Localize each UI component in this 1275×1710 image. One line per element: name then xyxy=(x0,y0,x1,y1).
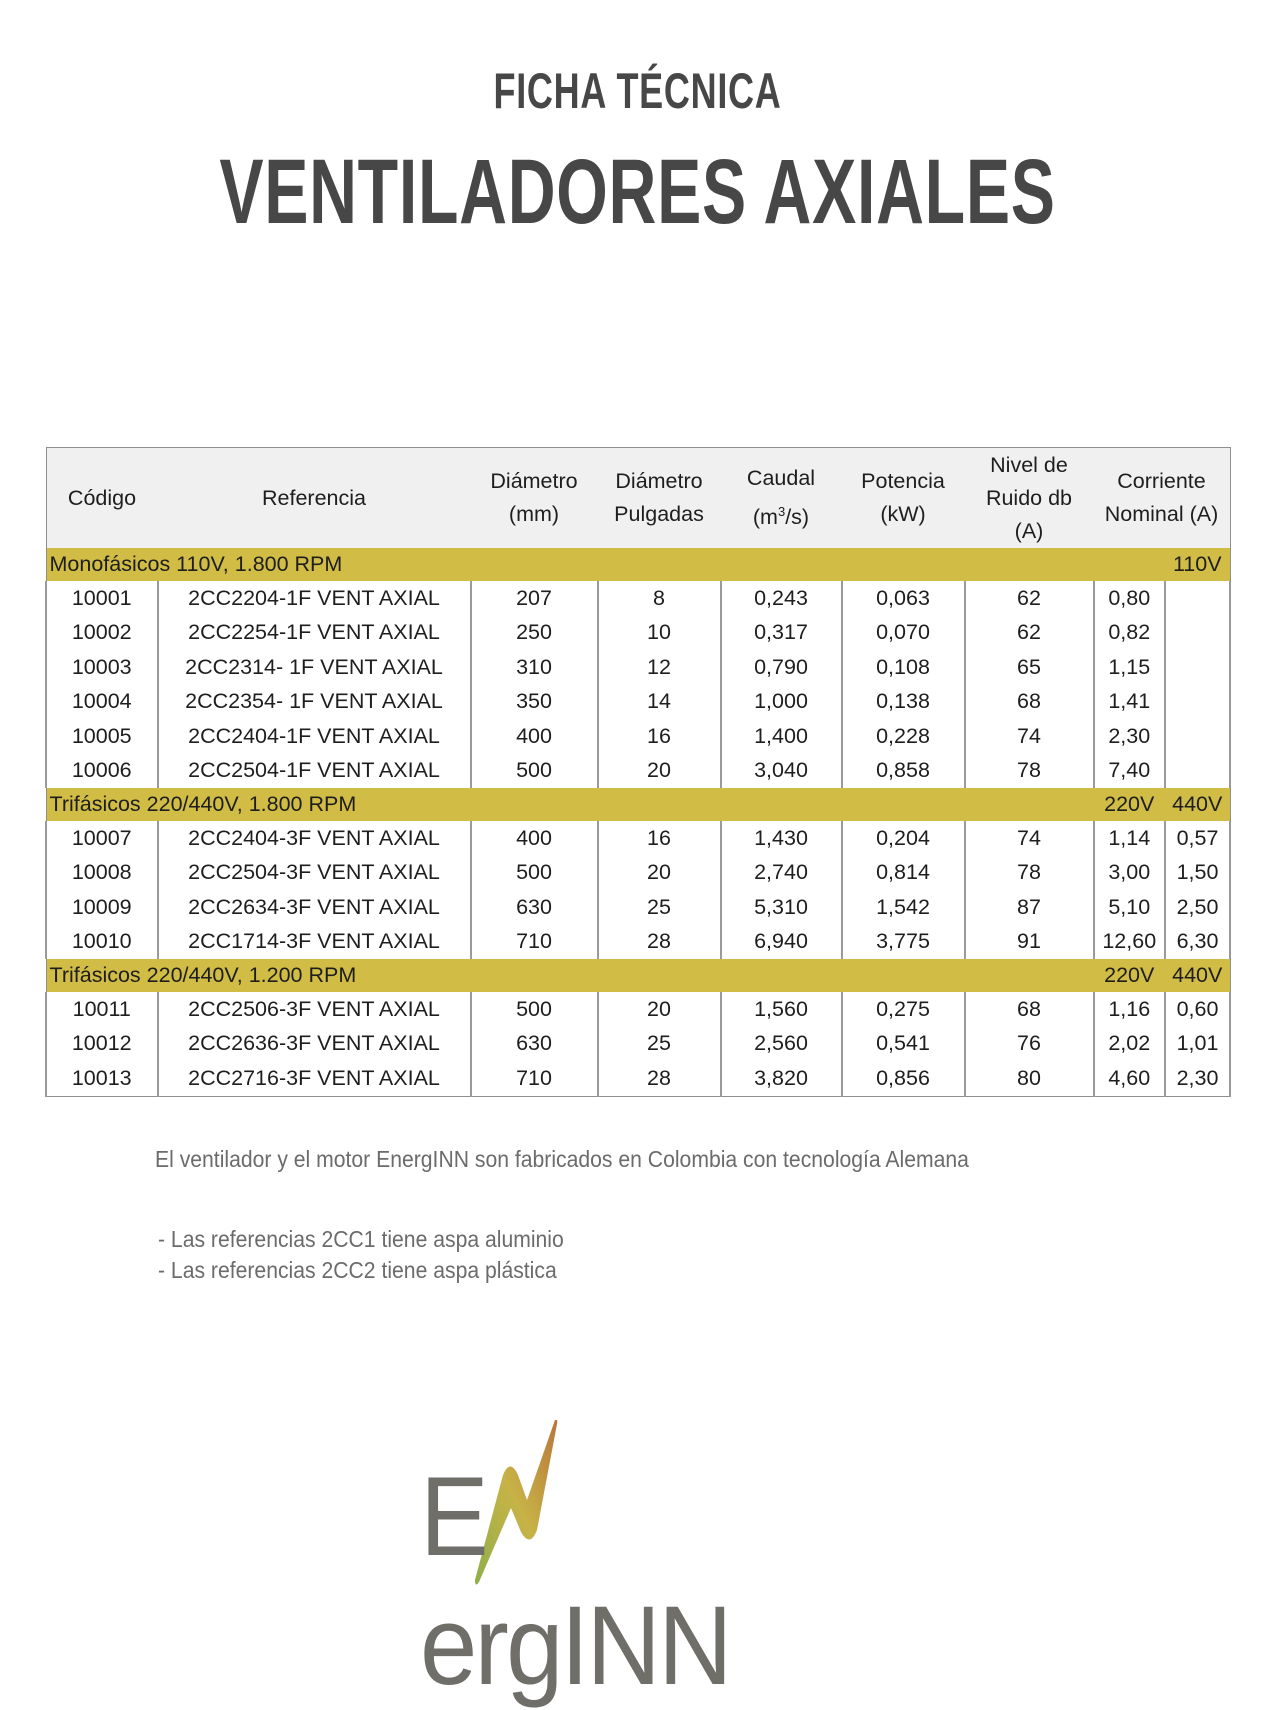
cell-corriente-1: 5,10 xyxy=(1094,890,1166,925)
group-voltage-1: 220V xyxy=(1094,788,1166,821)
group-label: Monofásicos 110V, 1.800 RPM xyxy=(46,548,1094,581)
cell-referencia: 2CC2636-3F VENT AXIAL xyxy=(158,1027,471,1062)
cell-corriente-1: 1,16 xyxy=(1094,992,1166,1027)
table-row xyxy=(46,1061,1230,1096)
cell-diametro-pulgadas: 16 xyxy=(598,719,721,754)
table-row xyxy=(46,1027,1230,1062)
header-nivel-ruido: Nivel de Ruido db (A) xyxy=(965,448,1094,549)
cell-codigo: 10013 xyxy=(46,1061,158,1096)
cell-potencia: 0,138 xyxy=(842,685,965,720)
cell-diametro-mm: 500 xyxy=(471,754,598,789)
cell-nivel-ruido: 62 xyxy=(965,616,1094,651)
cell-diametro-mm: 207 xyxy=(471,581,598,616)
note-bullet-aluminio: - Las referencias 2CC1 tiene aspa aluminio xyxy=(158,1226,564,1252)
cell-diametro-mm: 310 xyxy=(471,650,598,685)
cell-potencia: 0,856 xyxy=(842,1061,965,1096)
cell-codigo: 10008 xyxy=(46,856,158,891)
cell-referencia: 2CC2254-1F VENT AXIAL xyxy=(158,616,471,651)
cell-diametro-mm: 350 xyxy=(471,685,598,720)
cell-codigo: 10012 xyxy=(46,1027,158,1062)
cell-potencia: 0,070 xyxy=(842,616,965,651)
cell-corriente-1: 1,41 xyxy=(1094,685,1166,720)
cell-diametro-pulgadas: 25 xyxy=(598,1027,721,1062)
cell-corriente-2: 1,50 xyxy=(1165,856,1230,891)
cell-codigo: 10001 xyxy=(46,581,158,616)
cell-potencia: 0,858 xyxy=(842,754,965,789)
cell-diametro-pulgadas: 25 xyxy=(598,890,721,925)
group-voltage-2: 440V xyxy=(1165,788,1230,821)
cell-corriente-1: 0,80 xyxy=(1094,581,1166,616)
table-row xyxy=(46,754,1230,789)
cell-caudal: 1,400 xyxy=(721,719,842,754)
cell-corriente-1: 1,15 xyxy=(1094,650,1166,685)
cell-nivel-ruido: 80 xyxy=(965,1061,1094,1096)
cell-diametro-pulgadas: 16 xyxy=(598,821,721,856)
cell-potencia: 0,228 xyxy=(842,719,965,754)
cell-potencia: 0,063 xyxy=(842,581,965,616)
cell-corriente-2 xyxy=(1165,754,1230,789)
cell-referencia: 2CC2354- 1F VENT AXIAL xyxy=(158,685,471,720)
cell-diametro-mm: 710 xyxy=(471,1061,598,1096)
cell-corriente-1: 2,02 xyxy=(1094,1027,1166,1062)
cell-potencia: 0,541 xyxy=(842,1027,965,1062)
cell-potencia: 1,542 xyxy=(842,890,965,925)
group-voltage-1: 220V xyxy=(1094,959,1166,992)
cell-diametro-mm: 710 xyxy=(471,925,598,960)
energinn-logo xyxy=(420,1420,860,1708)
header-diametro-mm: Diámetro (mm) xyxy=(471,448,598,549)
table-row xyxy=(46,925,1230,960)
table-header-row xyxy=(46,448,1230,549)
table-row xyxy=(46,856,1230,891)
cell-nivel-ruido: 87 xyxy=(965,890,1094,925)
cell-caudal: 6,940 xyxy=(721,925,842,960)
group-voltage-1 xyxy=(1094,548,1166,581)
cell-nivel-ruido: 76 xyxy=(965,1027,1094,1062)
cell-referencia: 2CC2404-1F VENT AXIAL xyxy=(158,719,471,754)
cell-nivel-ruido: 68 xyxy=(965,685,1094,720)
table-row xyxy=(46,821,1230,856)
cell-diametro-pulgadas: 20 xyxy=(598,992,721,1027)
cell-caudal: 2,560 xyxy=(721,1027,842,1062)
group-header-row xyxy=(46,959,1230,992)
table-row xyxy=(46,992,1230,1027)
cell-corriente-2: 2,30 xyxy=(1165,1061,1230,1096)
header-referencia: Referencia xyxy=(158,448,471,549)
cell-diametro-mm: 630 xyxy=(471,1027,598,1062)
cell-caudal: 3,820 xyxy=(721,1061,842,1096)
cell-diametro-pulgadas: 8 xyxy=(598,581,721,616)
note-bullet-plastica: - Las referencias 2CC2 tiene aspa plástica xyxy=(158,1257,557,1283)
cell-diametro-pulgadas: 20 xyxy=(598,754,721,789)
cell-codigo: 10011 xyxy=(46,992,158,1027)
cell-caudal: 0,790 xyxy=(721,650,842,685)
cell-codigo: 10006 xyxy=(46,754,158,789)
cell-corriente-2: 0,60 xyxy=(1165,992,1230,1027)
cell-codigo: 10003 xyxy=(46,650,158,685)
cell-nivel-ruido: 74 xyxy=(965,719,1094,754)
cell-corriente-1: 4,60 xyxy=(1094,1061,1166,1096)
cell-nivel-ruido: 65 xyxy=(965,650,1094,685)
cell-referencia: 2CC2504-3F VENT AXIAL xyxy=(158,856,471,891)
table-row xyxy=(46,616,1230,651)
cell-diametro-pulgadas: 10 xyxy=(598,616,721,651)
cell-diametro-pulgadas: 28 xyxy=(598,925,721,960)
group-header-row xyxy=(46,548,1230,581)
cell-caudal: 5,310 xyxy=(721,890,842,925)
cell-referencia: 2CC2204-1F VENT AXIAL xyxy=(158,581,471,616)
header-caudal: Caudal $(m^3/s)$ xyxy=(721,448,842,549)
cell-caudal: 2,740 xyxy=(721,856,842,891)
cell-codigo: 10009 xyxy=(46,890,158,925)
cell-referencia: 2CC2634-3F VENT AXIAL xyxy=(158,890,471,925)
cell-nivel-ruido: 74 xyxy=(965,821,1094,856)
cell-nivel-ruido: 62 xyxy=(965,581,1094,616)
cell-diametro-mm: 400 xyxy=(471,821,598,856)
cell-diametro-mm: 500 xyxy=(471,992,598,1027)
group-voltage-2: 110V xyxy=(1165,548,1230,581)
cell-corriente-2: 0,57 xyxy=(1165,821,1230,856)
cell-caudal: 1,430 xyxy=(721,821,842,856)
group-header-row xyxy=(46,788,1230,821)
cell-potencia: 3,775 xyxy=(842,925,965,960)
spec-table xyxy=(45,447,1231,1097)
cell-potencia: 0,275 xyxy=(842,992,965,1027)
cell-referencia: 2CC2504-1F VENT AXIAL xyxy=(158,754,471,789)
cell-diametro-mm: 400 xyxy=(471,719,598,754)
manufacturing-note: El ventilador y el motor EnergINN son fabricados en Colombia con tecnología Alemana xyxy=(155,1146,969,1172)
cell-referencia: 2CC2506-3F VENT AXIAL xyxy=(158,992,471,1027)
header-potencia: Potencia (kW) xyxy=(842,448,965,549)
cell-diametro-mm: 500 xyxy=(471,856,598,891)
table-row xyxy=(46,650,1230,685)
cell-caudal: 1,560 xyxy=(721,992,842,1027)
cell-diametro-pulgadas: 12 xyxy=(598,650,721,685)
table-row xyxy=(46,719,1230,754)
cell-codigo: 10010 xyxy=(46,925,158,960)
cell-potencia: 0,108 xyxy=(842,650,965,685)
cell-diametro-mm: 250 xyxy=(471,616,598,651)
cell-corriente-2: 6,30 xyxy=(1165,925,1230,960)
cell-nivel-ruido: 78 xyxy=(965,754,1094,789)
cell-caudal: 0,317 xyxy=(721,616,842,651)
cell-corriente-2: 1,01 xyxy=(1165,1027,1230,1062)
logo-text: EergINN xyxy=(420,1454,730,1708)
cell-nivel-ruido: 78 xyxy=(965,856,1094,891)
cell-caudal: 3,040 xyxy=(721,754,842,789)
cell-corriente-1: 3,00 xyxy=(1094,856,1166,891)
cell-potencia: 0,814 xyxy=(842,856,965,891)
cell-corriente-1: 2,30 xyxy=(1094,719,1166,754)
cell-diametro-pulgadas: 28 xyxy=(598,1061,721,1096)
cell-corriente-2: 2,50 xyxy=(1165,890,1230,925)
group-voltage-2: 440V xyxy=(1165,959,1230,992)
header-codigo: Código xyxy=(46,448,158,549)
cell-codigo: 10002 xyxy=(46,616,158,651)
cell-corriente-2 xyxy=(1165,650,1230,685)
cell-codigo: 10007 xyxy=(46,821,158,856)
cell-corriente-2 xyxy=(1165,719,1230,754)
cell-corriente-1: 1,14 xyxy=(1094,821,1166,856)
cell-caudal: 0,243 xyxy=(721,581,842,616)
cell-corriente-2 xyxy=(1165,616,1230,651)
group-label: Trifásicos 220/440V, 1.200 RPM xyxy=(46,959,1094,992)
cell-potencia: 0,204 xyxy=(842,821,965,856)
table-row xyxy=(46,581,1230,616)
cell-caudal: 1,000 xyxy=(721,685,842,720)
table-row xyxy=(46,685,1230,720)
cell-nivel-ruido: 91 xyxy=(965,925,1094,960)
cell-corriente-2 xyxy=(1165,581,1230,616)
cell-corriente-1: 7,40 xyxy=(1094,754,1166,789)
cell-diametro-mm: 630 xyxy=(471,890,598,925)
cell-corriente-1: 12,60 xyxy=(1094,925,1166,960)
cell-referencia: 2CC2716-3F VENT AXIAL xyxy=(158,1061,471,1096)
cell-corriente-2 xyxy=(1165,685,1230,720)
header-diametro-pulgadas: Diámetro Pulgadas xyxy=(598,448,721,549)
cell-diametro-pulgadas: 20 xyxy=(598,856,721,891)
document-title: VENTILADORES AXIALES xyxy=(219,141,1056,243)
header-corriente-nominal: Corriente Nominal (A) xyxy=(1094,448,1231,549)
cell-codigo: 10005 xyxy=(46,719,158,754)
cell-referencia: 2CC1714-3F VENT AXIAL xyxy=(158,925,471,960)
document-subtitle: FICHA TÉCNICA xyxy=(493,63,782,119)
group-label: Trifásicos 220/440V, 1.800 RPM xyxy=(46,788,1094,821)
cell-corriente-1: 0,82 xyxy=(1094,616,1166,651)
cell-nivel-ruido: 68 xyxy=(965,992,1094,1027)
cell-codigo: 10004 xyxy=(46,685,158,720)
cell-referencia: 2CC2314- 1F VENT AXIAL xyxy=(158,650,471,685)
cell-referencia: 2CC2404-3F VENT AXIAL xyxy=(158,821,471,856)
table-row xyxy=(46,890,1230,925)
cell-diametro-pulgadas: 14 xyxy=(598,685,721,720)
